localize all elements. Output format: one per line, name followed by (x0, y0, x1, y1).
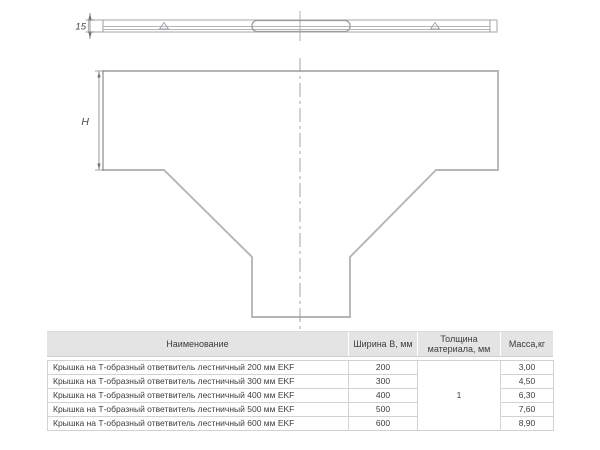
dimension-height (81, 71, 104, 170)
width-cell: 400 (349, 389, 418, 403)
width-cell: 600 (349, 417, 418, 431)
product-name-cell: Крышка на Т-образный ответвитель лестничный 500 мм EKF (48, 403, 349, 417)
header-width: Ширина B, мм (348, 332, 417, 356)
spec-table (47, 331, 553, 431)
mass-cell: 4,50 (501, 375, 554, 389)
plan-view (81, 58, 498, 330)
material-thickness-cell: 1 (418, 361, 501, 431)
mass-cell: 8,90 (501, 417, 554, 431)
width-cell: 300 (349, 375, 418, 389)
mass-cell: 7,60 (501, 403, 554, 417)
width-cell: 200 (349, 361, 418, 375)
side-view-profile-outline (89, 20, 498, 32)
thickness-dim-label: 15 (75, 21, 86, 33)
header-thickness: Толщина материала, мм (417, 332, 500, 356)
spec-table-body-table (47, 360, 554, 431)
product-name-cell: Крышка на Т-образный ответвитель лестничный 600 мм EKF (48, 417, 349, 431)
width-cell: 500 (349, 403, 418, 417)
latch-triangle-icon (431, 23, 440, 30)
dimension-thickness (75, 13, 94, 39)
table-row (48, 361, 554, 375)
plan-view-outline (103, 71, 498, 317)
height-dim-label: H (81, 116, 89, 128)
side-view (75, 11, 497, 41)
product-name-cell: Крышка на Т-образный ответвитель лестничный 400 мм EKF (48, 389, 349, 403)
latch-triangle-icon (160, 23, 169, 30)
header-mass: Масса,кг (500, 332, 553, 356)
header-name: Наименование (166, 338, 229, 349)
mass-cell: 3,00 (501, 361, 554, 375)
mass-cell: 6,30 (501, 389, 554, 403)
product-name-cell: Крышка на Т-образный ответвитель лестничный 200 мм EKF (48, 361, 349, 375)
spec-table-body (48, 361, 554, 431)
spec-table-header (47, 331, 553, 357)
product-name-cell: Крышка на Т-образный ответвитель лестничный 300 мм EKF (48, 375, 349, 389)
